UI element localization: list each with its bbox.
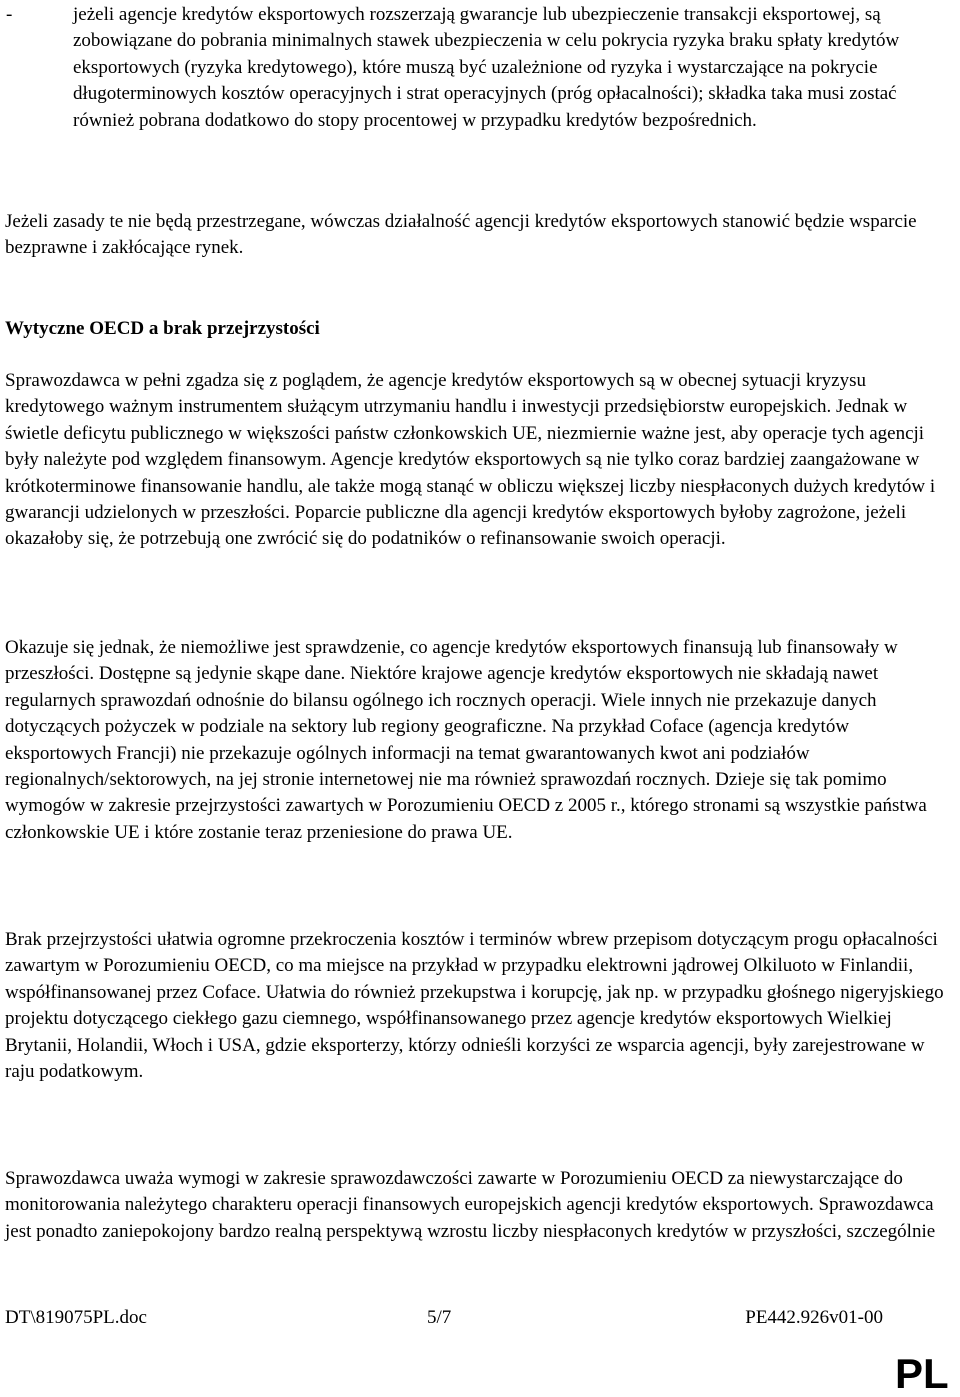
footer-pe-reference: PE442.926v01-00 — [745, 1307, 883, 1328]
footer-page-number: 5/7 — [427, 1307, 452, 1328]
paragraph-rapporteur-agrees: Sprawozdawca w pełni zgadza się z poglądem, że agencje kredytów eksportowych są w obecnej sytuacji kryzysu kredytowego ważnym instrumentem służącym utrzymaniu handlu i inwestycji przedsiębiorstw europejskich. Jednak w świetle deficytu publicznego w większości państw członkowskich UE, niezmiernie ważne jest, aby operacje tych agencji były należyte pod względem finansowym. Agencje kredytów eksportowych są nie tylko coraz bardziej zaangażowane w krótkoterminowe finansowanie handlu, ale także mogą stanąć w obliczu większej liczby niespłaconych dużych kredytów i gwarancji udzielonych w przeszłości. Poparcie publiczne dla agencji kredytów eksportowych byłoby zagrożone, jeżeli okazałoby się, że potrzebują one zwrócić się do podatników o refinansowanie swoich operacji. — [5, 370, 936, 550]
list-item — [6, 2, 954, 134]
language-code: PL — [895, 1350, 949, 1397]
paragraph-reporting-requirements: Sprawozdawca uważa wymogi w zakresie sprawozdawczości zawarte w Porozumieniu OECD za niewystarczające do monitorowania należytego charakteru operacji finansowych europejskich agencji kredytów eksportowych. Sprawozdawca jest ponadto zaniepokojony bardzo realną perspektywą wzrostu liczby niespłaconych kredytów w przyszłości, szczególnie — [5, 1168, 936, 1242]
section-heading: Wytyczne OECD a brak przejrzystości — [5, 318, 320, 339]
paragraph-rules-violation: Jeżeli zasady te nie będą przestrzegane, wówczas działalność agencji kredytów eksportowych stanowić będzie wsparcie bezprawne i zakłócające rynek. — [5, 211, 917, 259]
footer-doc-reference: DT\819075PL.doc — [5, 1307, 147, 1328]
paragraph-no-verification: Okazuje się jednak, że niemożliwe jest sprawdzenie, co agencje kredytów eksportowych finansują lub finansowały w przeszłości. Dostępne są jedynie skąpe dane. Niektóre krajowe agencje kredytów eksportowych nie składają nawet regularnych sprawozdań odnośnie do bilansu ogólnego ich rocznych operacji. Wiele innych nie przekazuje danych dotyczących pożyczek w podziale na sektory lub regiony geograficzne. Na przykład Coface (agencja kredytów eksportowych Francji) nie przekazuje ogólnych informacji na temat gwarantowanych kwot ani podziałów regionalnych/sektorowych, na jej stronie internetowej nie ma również sprawozdań rocznych. Dzieje się tak pomimo wymogów w zakresie przejrzystości zawartych w Porozumieniu OECD z 2005 r., którego stronami są wszystkie państwa członkowskie UE i które zostanie teraz przeniesione do prawa UE. — [5, 637, 927, 843]
list-bullet: - — [6, 4, 13, 25]
page-footer — [5, 1305, 883, 1331]
paragraph-lack-of-transparency: Brak przejrzystości ułatwia ogromne przekroczenia kosztów i terminów wbrew przepisom dotyczącym progu opłacalności zawartym w Porozumieniu OECD, co ma miejsce na przykład w przypadku elektrowni jądrowej Olkiluoto w Finlandii, współfinansowanej przez Coface. Ułatwia do również przekupstwa i korupcję, jak np. w przypadku głośnego nigeryjskiego projektu dotyczącego ciekłego gazu ciemnego, współfinansowanego przez agencje kredytów eksportowych Wielkiej Brytanii, Holandii, Włoch i USA, gdzie eksporterzy, którzy odnieśli korzyści ze wsparcia agencji, były zarejestrowane w raju podatkowym. — [5, 929, 944, 1083]
list-item-text: jeżeli agencje kredytów eksportowych rozszerzają gwarancje lub ubezpieczenie transakcji eksportowej, są zobowiązane do pobrania minimalnych stawek ubezpieczenia w celu pokrycia ryzyka braku spłaty kredytów eksportowych (ryzyka kredytowego), które muszą być uzależnione od ryzyka i wystarczające na pokrycie długoterminowych kosztów operacyjnych i strat operacyjnych (próg opłacalności); składka taka musi zostać również pobrana dodatkowo do stopy procentowej w przypadku kredytów bezpośrednich. — [73, 4, 900, 131]
